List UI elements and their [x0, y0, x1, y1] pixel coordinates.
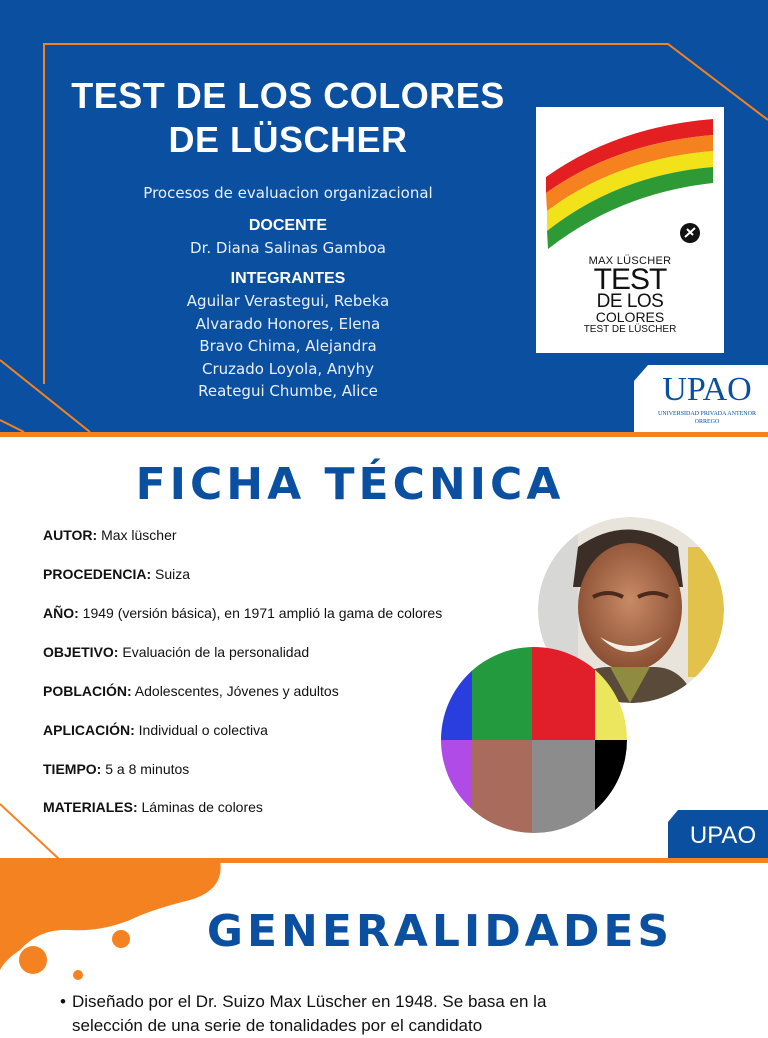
title-line-2: DE LÜSCHER [168, 119, 408, 160]
book-author: MAX LÜSCHER [588, 255, 672, 267]
book-subtitle: TEST DE LÜSCHER [583, 324, 677, 335]
upao-logo-text-small: UPAO [689, 822, 757, 849]
field-label: POBLACIÓN: [43, 683, 132, 699]
integrante-name: Reategui Chumbe, Alice [198, 382, 378, 400]
book-cover-image [536, 107, 724, 353]
field-label: APLICACIÓN: [43, 722, 135, 738]
color-swatch-brown [472, 740, 532, 833]
field-label: MATERIALES: [43, 799, 138, 815]
color-swatch-violet [441, 740, 472, 833]
integrante-name: Bravo Chima, Alejandra [199, 337, 377, 355]
color-swatch-green [472, 647, 532, 740]
field-value: Láminas de colores [137, 799, 263, 815]
color-swatch-black [595, 740, 627, 833]
field-value: Adolescentes, Jóvenes y adultos [131, 683, 339, 699]
book-cover-text [536, 255, 724, 335]
field-autor [43, 526, 177, 544]
field-label: PROCEDENCIA: [43, 566, 152, 582]
field-value: Individual o colectiva [134, 722, 268, 738]
bullet-symbol: • [60, 992, 66, 1011]
integrante-name: Alvarado Honores, Elena [195, 314, 381, 333]
field-value: Evaluación de la personalidad [118, 644, 310, 660]
field-label: TIEMPO: [43, 761, 102, 777]
upao-logo-subtitle: UNIVERSIDAD PRIVADA ANTENOR ORREGO [658, 411, 756, 425]
field-value: 5 a 8 minutos [101, 761, 190, 777]
decorative-line [0, 780, 80, 860]
field-value: Suiza [151, 566, 191, 582]
field-objetivo [43, 643, 309, 661]
cover-section [0, 0, 768, 432]
integrante-name: Aguilar Verastegui, Rebeka [186, 292, 390, 310]
field-label: OBJETIVO: [43, 644, 119, 660]
generalidades-title: GENERALIDADES [206, 906, 674, 957]
docente-label: DOCENTE [248, 217, 328, 234]
docente-name: Dr. Diana Salinas Gamboa [190, 239, 386, 257]
field-procedencia [43, 565, 190, 583]
color-swatch-yellow [595, 647, 627, 740]
section-divider [0, 432, 768, 437]
integrante-name: Cruzado Loyola, Anyhy [202, 359, 374, 378]
color-swatch-gray [532, 740, 595, 833]
title-line-1: TEST DE LOS COLORES [71, 75, 505, 116]
field-ano [43, 604, 442, 622]
field-value: 1949 (versión básica), en 1971 amplió la gama de colores [78, 605, 443, 621]
course-subtitle: Procesos de evaluacion organizacional [143, 184, 433, 202]
field-aplicacion [43, 721, 268, 739]
integrantes-list [40, 290, 536, 403]
upao-logo-text: UPAO [662, 371, 752, 408]
book-title-line: COLORES [595, 309, 665, 325]
field-label: AÑO: [43, 605, 79, 621]
bullet-item [60, 990, 580, 1038]
presentation-title [40, 74, 536, 162]
integrantes-label: INTEGRANTES [230, 270, 346, 287]
ficha-tecnica-title: FICHA TÉCNICA [135, 459, 565, 510]
bullet-text: Diseñado por el Dr. Suizo Max Lüscher en 1948. Se basa en la selección de una serie de tonalidades por el candidato [72, 992, 547, 1035]
field-value: Max lüscher [97, 527, 177, 543]
book-title-line: DE LOS [596, 291, 664, 312]
field-materiales [43, 798, 263, 816]
field-poblacion [43, 682, 339, 700]
luscher-color-wheel [441, 647, 627, 833]
color-swatch-red [532, 647, 595, 740]
book-title-line: TEST [593, 263, 667, 296]
rainbow-stripes [536, 107, 724, 257]
field-label: AUTOR: [43, 527, 98, 543]
field-tiempo [43, 760, 189, 778]
color-swatch-blue [441, 647, 472, 740]
